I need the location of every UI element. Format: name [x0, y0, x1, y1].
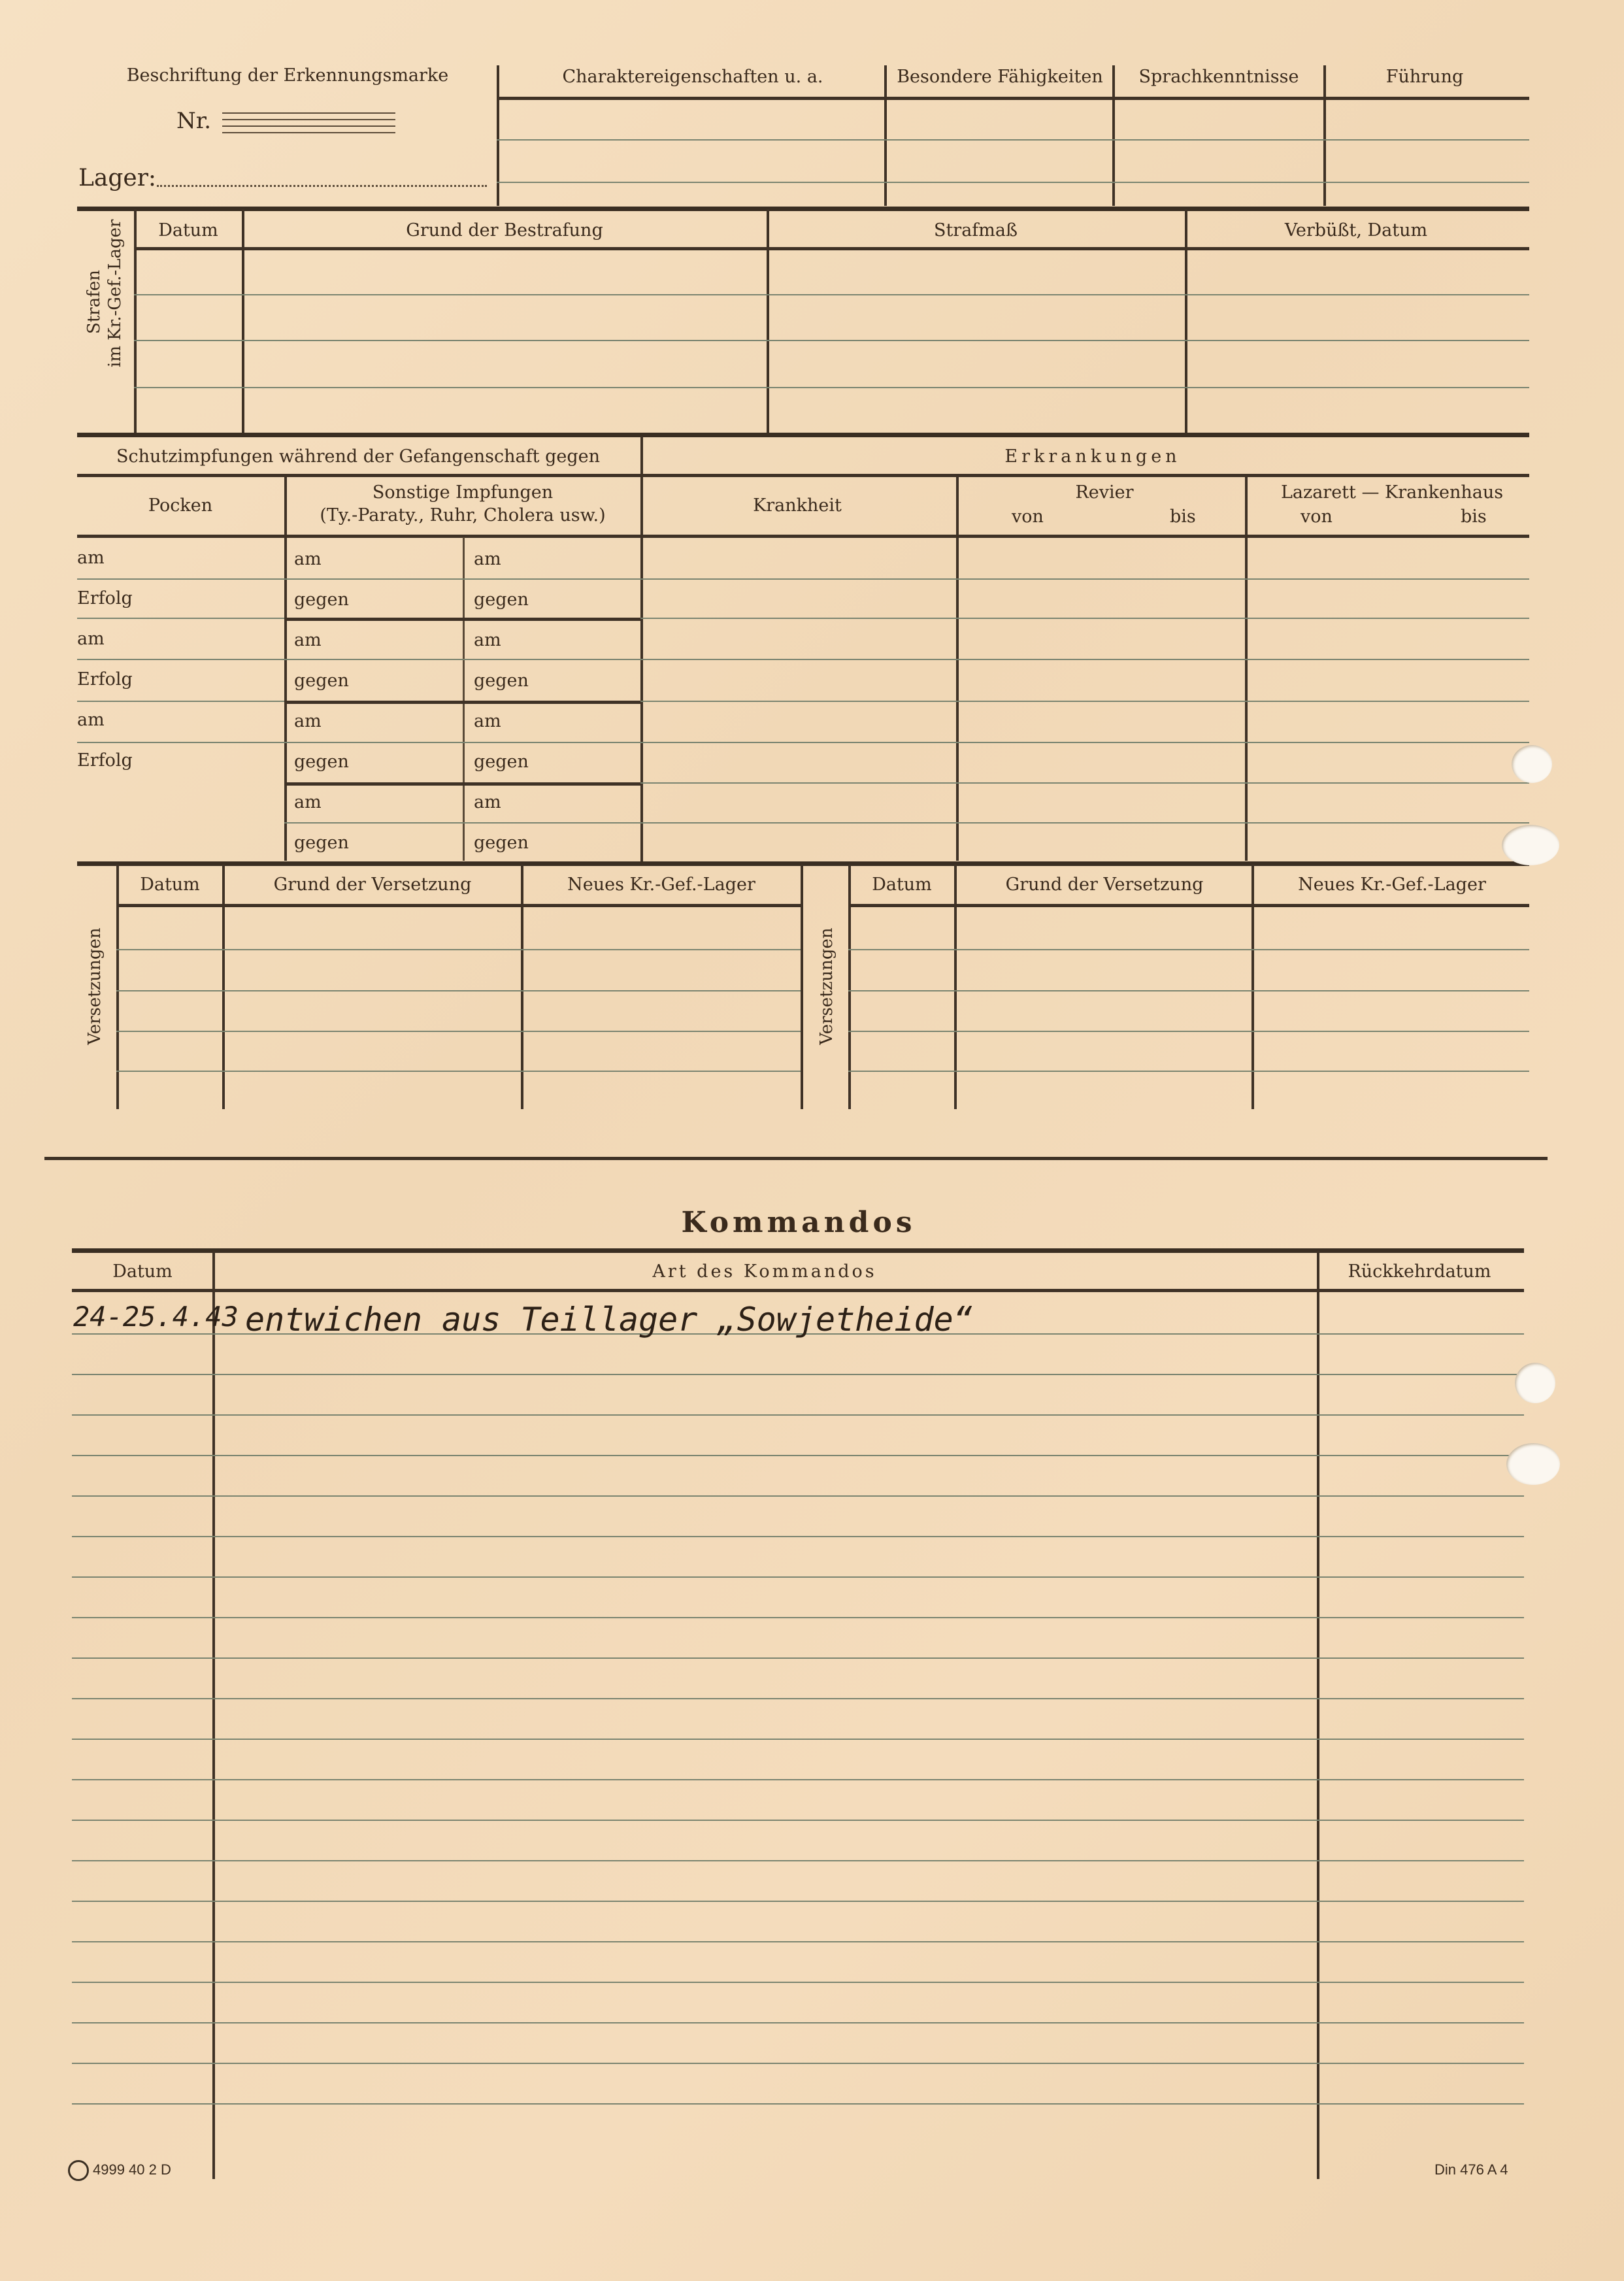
lager-field[interactable] [157, 185, 487, 187]
pocken-label: Pocken [148, 495, 213, 516]
vers-right-col-datum: Datum [872, 874, 932, 895]
sonst-am-2b: am [474, 630, 501, 650]
sonst-am-1b: am [474, 549, 501, 569]
kommando-row-line [72, 2103, 1524, 2105]
kommando-row-line [72, 1698, 1524, 1699]
kommando-row-line [72, 1536, 1524, 1537]
kommando-entry-art: entwichen aus Teillager „Sowjetheide“ [245, 1301, 973, 1339]
kommandos-title: Kommandos [681, 1206, 916, 1239]
kommando-row-line [72, 2022, 1524, 2023]
sonst-am-3b: am [474, 711, 501, 731]
vers-right-col-neues: Neues Kr.-Gef.-Lager [1298, 874, 1486, 895]
kommando-row-line [72, 2063, 1524, 2064]
kommando-row-line [72, 1860, 1524, 1861]
fold-divider [44, 1157, 1548, 1160]
pocken-am-2: am [77, 629, 105, 649]
lazarett-von: von [1301, 507, 1333, 527]
strafen-col-verbuesst: Verbüßt, Datum [1284, 220, 1428, 241]
pocken-erfolg-3: Erfolg [77, 750, 133, 771]
sonst-gegen-4a: gegen [294, 833, 349, 853]
versetzungen-side-label-right: Versetzungen [817, 927, 837, 1045]
erkrankungen-header: Erkrankungen [1004, 446, 1181, 467]
sonst-am-3a: am [294, 711, 322, 731]
sonstige-sub-label: (Ty.-Paraty., Ruhr, Cholera usw.) [320, 505, 606, 525]
impfungen-header: Schutzimpfungen während der Gefangenschaft gegen [116, 446, 600, 467]
sonst-gegen-1a: gegen [294, 590, 349, 610]
vers-left-col-grund: Grund der Versetzung [273, 874, 472, 895]
kommando-entry-datum: 24-25.4.43 [73, 1301, 239, 1333]
printer-mark-icon [68, 2160, 89, 2181]
nr-label: Nr. [176, 108, 212, 134]
kommando-row-line [72, 1901, 1524, 1902]
col-charakter: Charaktereigenschaften u. a. [562, 67, 823, 87]
revier-von: von [1012, 507, 1044, 527]
krankheit-label: Krankheit [753, 495, 842, 516]
lager-label: Lager: [78, 165, 157, 191]
sonst-gegen-2b: gegen [474, 671, 529, 691]
sonst-gegen-2a: gegen [294, 671, 349, 691]
kommando-row-line [72, 1982, 1524, 1983]
revier-label: Revier [1075, 482, 1134, 503]
pocken-erfolg-1: Erfolg [77, 588, 133, 608]
sonst-gegen-3a: gegen [294, 752, 349, 772]
kommando-row-line [72, 1739, 1524, 1740]
sonst-am-1a: am [294, 549, 322, 569]
kommando-row-line [72, 1495, 1524, 1497]
kommandos-col-rueckkehr: Rückkehrdatum [1348, 1261, 1491, 1282]
footer-din: Din 476 A 4 [1434, 2161, 1508, 2178]
kommando-row-line [72, 1820, 1524, 1821]
sonst-am-4b: am [474, 792, 501, 812]
kommando-row-line [72, 1374, 1524, 1375]
kommando-row-line [72, 1941, 1524, 1942]
vers-left-col-datum: Datum [140, 874, 200, 895]
col-faehigkeiten: Besondere Fähigkeiten [897, 67, 1103, 87]
strafen-side-label: Strafen im Kr.-Gef.-Lager [84, 219, 125, 367]
punch-hole [1512, 745, 1552, 783]
kommando-row-line [72, 1657, 1524, 1659]
pocken-am-1: am [77, 548, 105, 568]
sonstige-label: Sonstige Impfungen [372, 482, 554, 503]
kommandos-col-datum: Datum [112, 1261, 173, 1282]
kommando-row-line [72, 1779, 1524, 1780]
strafen-col-strafmass: Strafmaß [933, 220, 1018, 241]
punch-hole [1502, 825, 1559, 865]
pocken-am-3: am [77, 710, 105, 730]
punch-hole [1506, 1443, 1560, 1485]
vers-left-col-neues: Neues Kr.-Gef.-Lager [567, 874, 755, 895]
lazarett-label: Lazarett — Krankenhaus [1280, 482, 1504, 503]
col-fuehrung: Führung [1385, 67, 1464, 87]
vers-right-col-grund: Grund der Versetzung [1005, 874, 1204, 895]
versetzungen-side-label-left: Versetzungen [85, 927, 105, 1045]
footer-form-number: 4999 40 2 D [93, 2161, 171, 2178]
kommando-row-line [72, 1414, 1524, 1416]
kommando-row-line [72, 1455, 1524, 1456]
lazarett-bis: bis [1461, 507, 1487, 527]
revier-bis: bis [1170, 507, 1196, 527]
strafen-col-datum: Datum [158, 220, 218, 241]
sonst-gegen-4b: gegen [474, 833, 529, 853]
strafen-col-grund: Grund der Bestrafung [406, 220, 603, 241]
sonst-gegen-1b: gegen [474, 590, 529, 610]
marke-label: Beschriftung der Erkennungsmarke [126, 65, 449, 86]
sonst-gegen-3b: gegen [474, 752, 529, 772]
kommando-row-line [72, 1617, 1524, 1618]
punch-hole [1515, 1363, 1555, 1403]
sonst-am-4a: am [294, 792, 322, 812]
kommando-row-line [72, 1576, 1524, 1578]
kommandos-col-art: Art des Kommandos [652, 1261, 877, 1282]
col-sprachen: Sprachkenntnisse [1138, 67, 1299, 87]
sonst-am-2a: am [294, 630, 322, 650]
pocken-erfolg-2: Erfolg [77, 669, 133, 690]
